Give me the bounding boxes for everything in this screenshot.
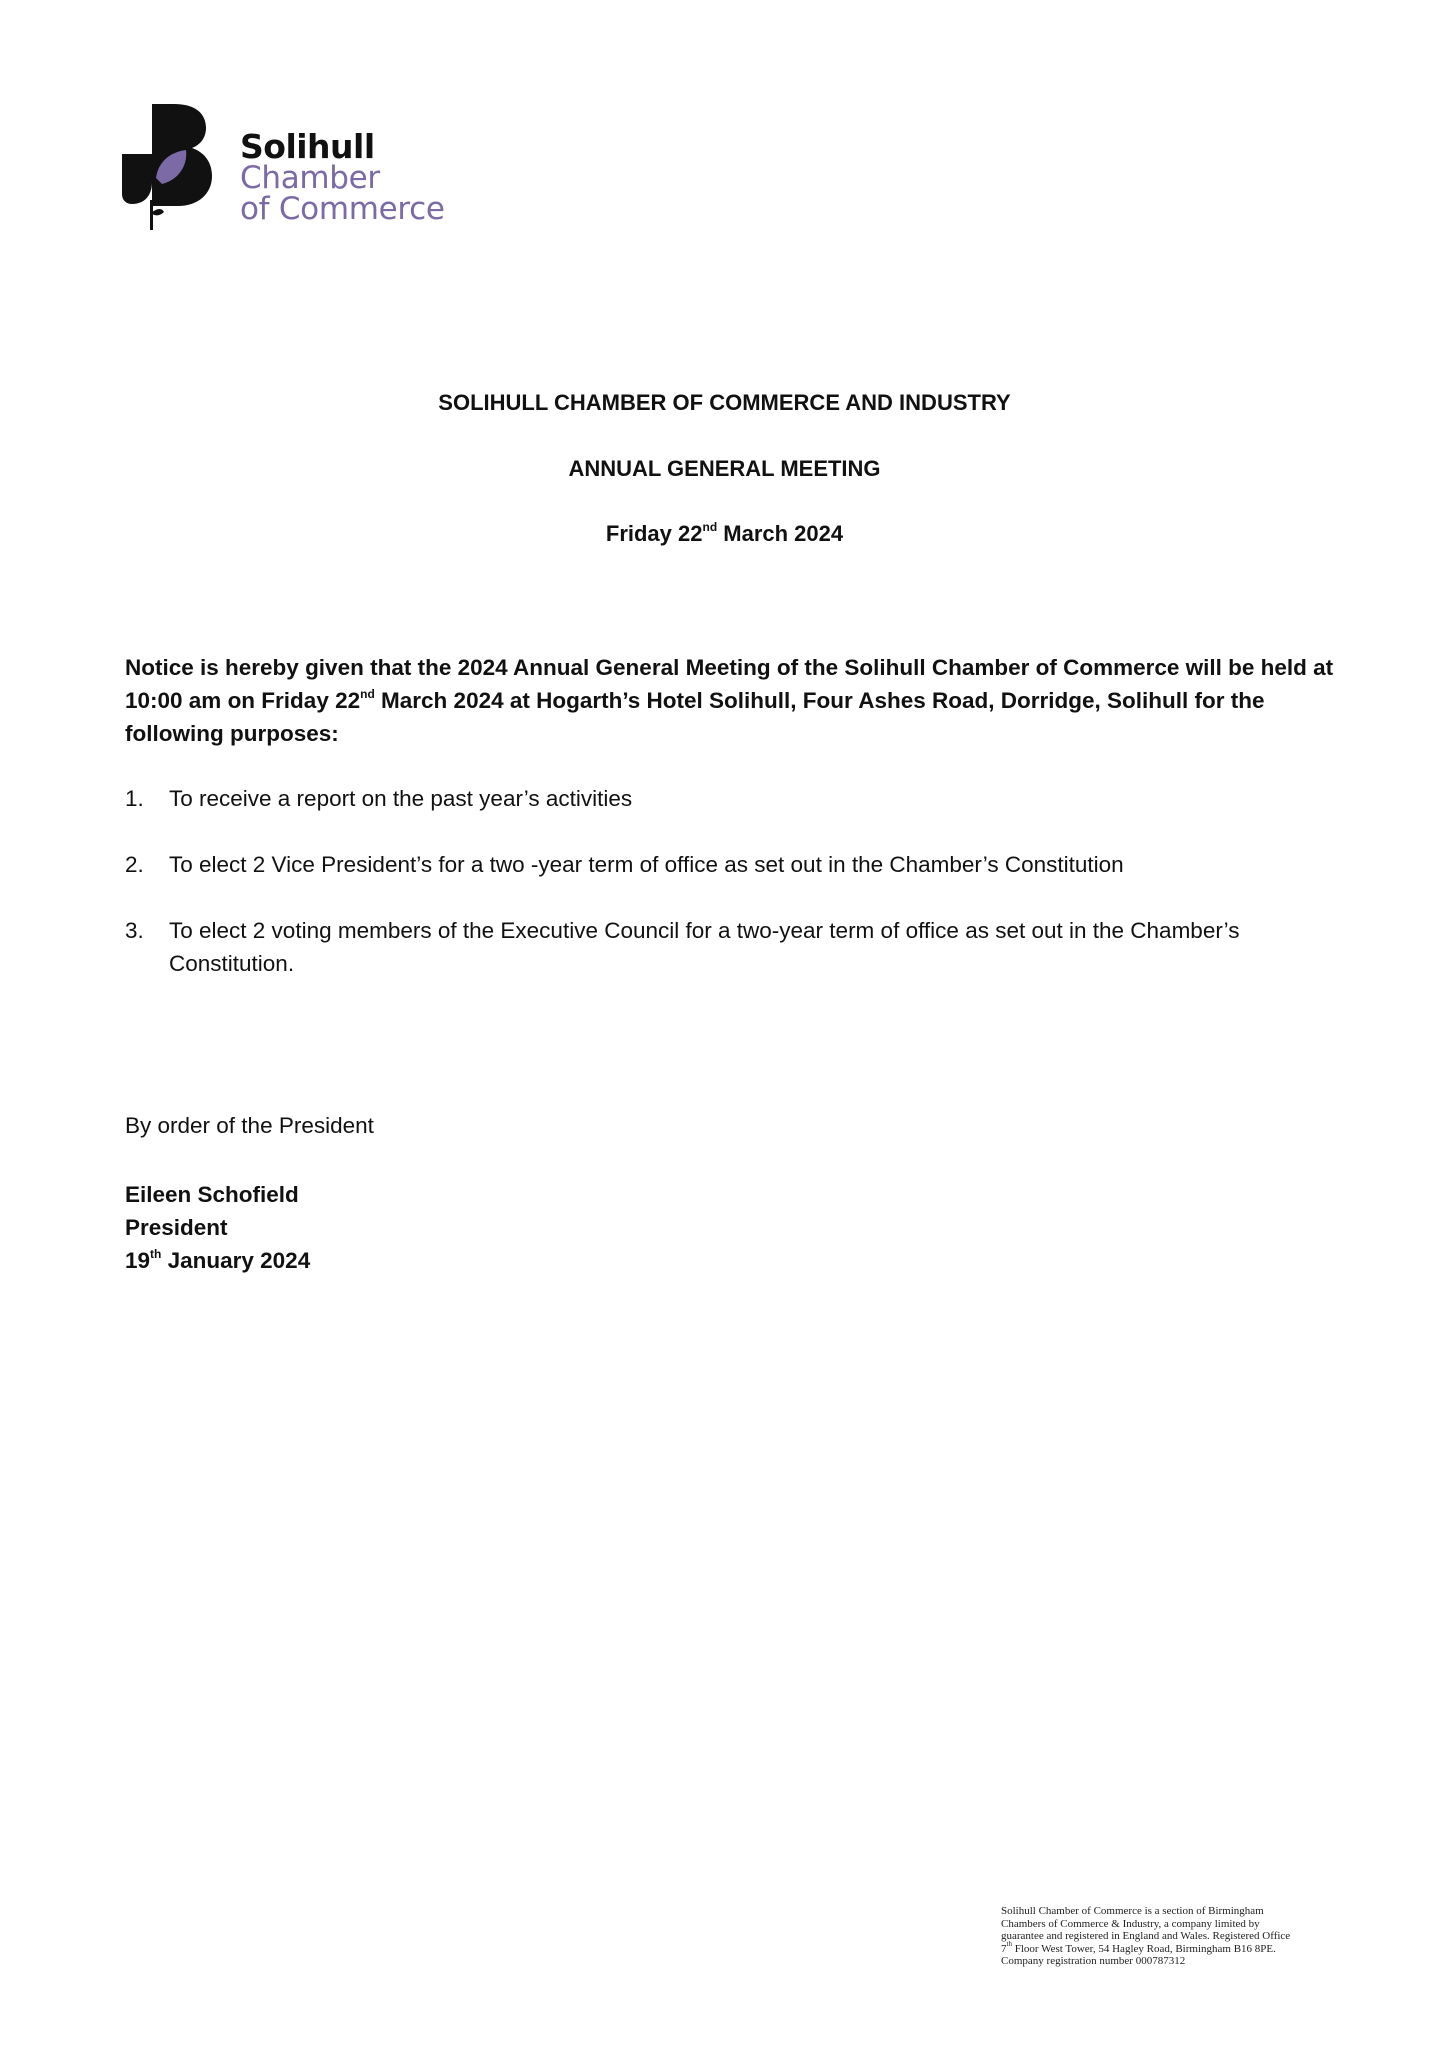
list-item-text: To elect 2 Vice President’s for a two -year term of office as set out in the Chamber’s Constitution [169,852,1124,877]
logo-line-solihull: Solihull [240,127,375,166]
footer-address: Floor West Tower, 54 Hagley Road, Birmingham B16 8PE. [1011,1942,1276,1955]
notice-text-start: Notice is hereby given that the 2024 Annual General Meeting of the Solihull Chamber of Commerce will be held at 10:00 am on Friday 22 [125,655,1334,713]
list-item-number: 2. [125,852,144,877]
footer-floor-ordinal: th [1006,1939,1012,1948]
signoff-date-day: 19 [125,1248,151,1273]
logo-line-of-commerce: of Commerce [240,191,445,227]
signoff-date-ordinal: th [150,1246,162,1261]
signature-block [125,1178,310,1277]
signer-name: Eileen Schofield [125,1182,299,1207]
chamber-logo [122,104,502,234]
list-item [125,848,1335,881]
footer-line [1001,1939,1341,1956]
list-item-text: To receive a report on the past year’s activities [169,786,633,811]
list-item-number: 1. [125,786,144,811]
footer-line: guarantee and registered in England and Wales. Registered Office [1001,1930,1291,1942]
footer-line: Company registration number 000787312 [1001,1955,1186,1967]
meeting-date-ordinal: nd [702,519,718,534]
footer-floor-number: 7 [1001,1942,1007,1955]
list-item [125,782,1335,815]
list-item-text: To elect 2 voting members of the Executive Council for a two-year term of office as set out in the Chamber’s Constitution. [169,918,1240,976]
list-item [125,914,1335,980]
logo-mark-icon [122,104,214,230]
by-order-line: By order of the President [125,1113,374,1138]
footer-line: Solihull Chamber of Commerce is a section of Birmingham [1001,1905,1264,1917]
meeting-date-month-year: March 2024 [717,521,844,546]
signer-title: President [125,1215,228,1240]
logo-wordmark [240,127,445,227]
meeting-date-day: Friday 22 [605,521,703,546]
signoff-date [125,1244,310,1277]
footer-line: Chambers of Commerce & Industry, a company limited by [1001,1917,1260,1930]
notice-paragraph [125,651,1335,750]
meeting-heading: ANNUAL GENERAL MEETING [568,456,881,481]
notice-ordinal: nd [360,686,375,701]
agenda-list [125,782,1335,1013]
logo-line-chamber: Chamber [240,160,380,196]
signoff-date-month-year: January 2024 [161,1248,311,1273]
list-item-number: 3. [125,918,144,943]
footer-company-info [1001,1905,1341,1968]
notice-text-end: March 2024 at Hogarth’s Hotel Solihull, Four Ashes Road, Dorridge, Solihull for the following purposes: [125,688,1265,746]
organisation-heading: SOLIHULL CHAMBER OF COMMERCE AND INDUSTRY [438,390,1011,415]
meeting-date-heading [0,521,1449,547]
